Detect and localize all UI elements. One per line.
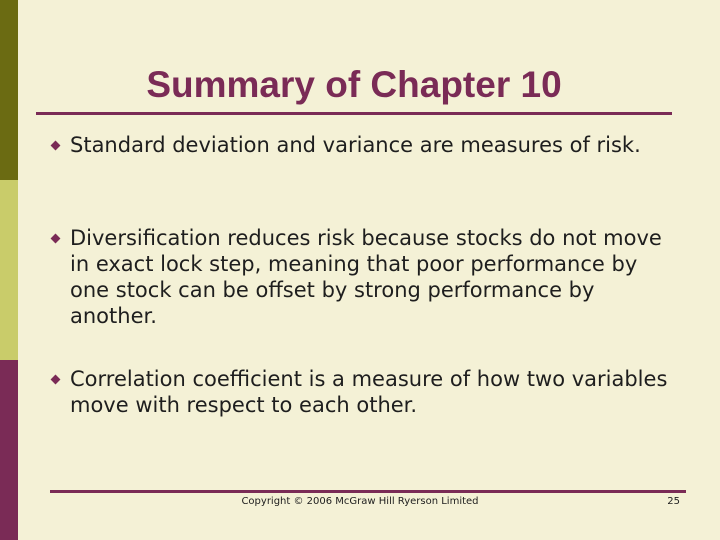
bullet-item [52, 366, 682, 418]
sidebar-bar-bottom [0, 360, 18, 540]
sidebar-bar-middle [0, 180, 18, 360]
diamond-bullet-icon [51, 141, 61, 151]
bullet-text: Diversification reduces risk because stocks do not move in exact lock step, meaning that poor performance by one stock can be offset by strong performance by another. [70, 226, 662, 328]
slide-title: Summary of Chapter 10 [146, 64, 562, 105]
footer-divider [50, 490, 686, 493]
diamond-bullet-icon [51, 234, 61, 244]
bullet-item [52, 132, 682, 158]
page-number: 25 [667, 496, 680, 507]
bullet-text: Standard deviation and variance are measures of risk. [70, 133, 641, 157]
title-divider [36, 112, 672, 115]
footer-copyright: Copyright © 2006 McGraw Hill Ryerson Limited [241, 496, 479, 507]
diamond-bullet-icon [51, 375, 61, 385]
bullet-item [52, 225, 682, 329]
sidebar-bar-top [0, 0, 18, 180]
bullet-text: Correlation coefficient is a measure of how two variables move with respect to each other. [70, 367, 668, 417]
